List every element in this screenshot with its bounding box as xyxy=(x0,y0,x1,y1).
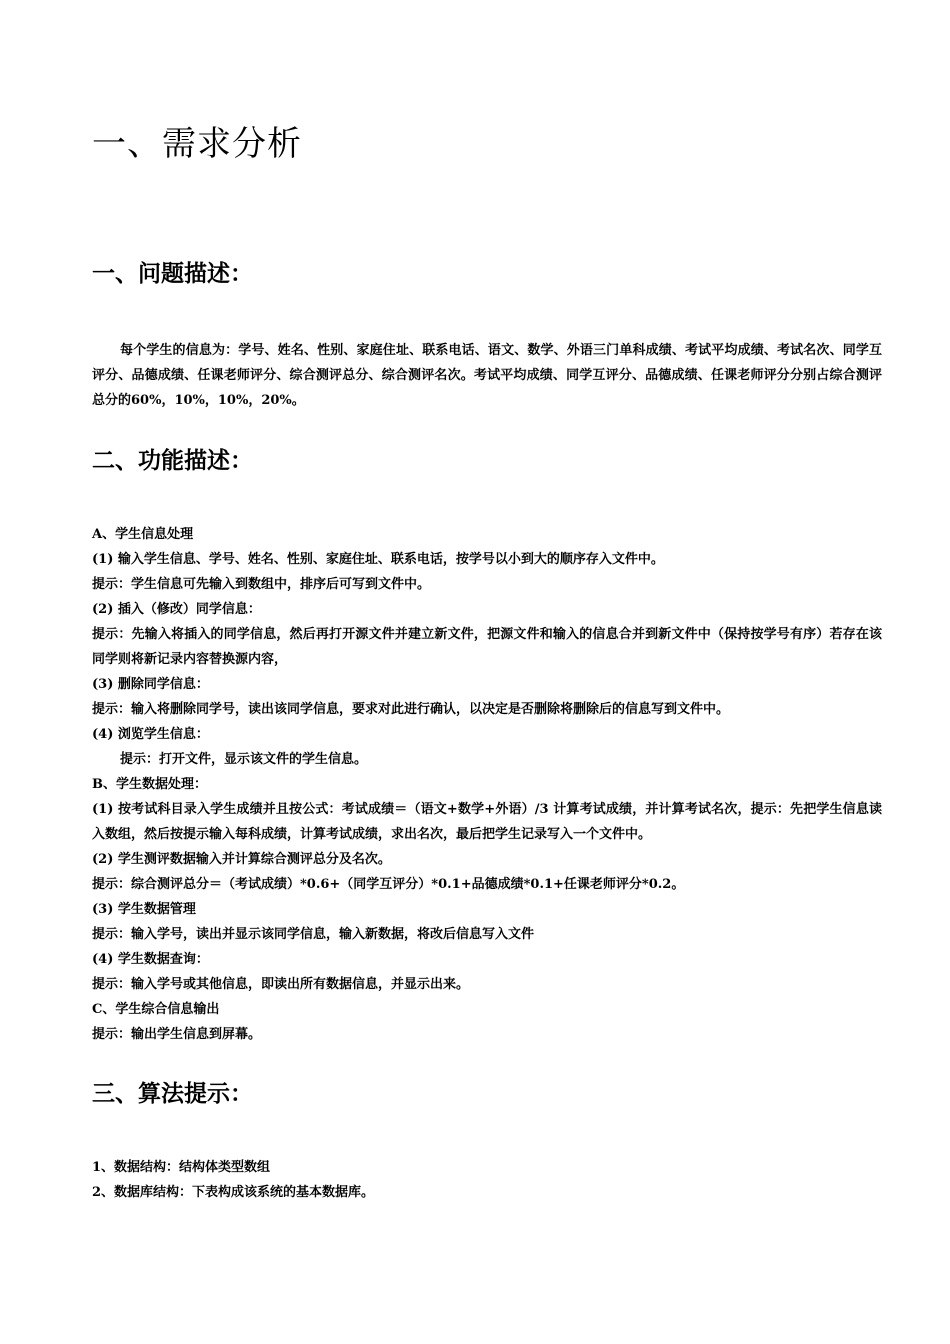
function-line-c-hint: 提示：输出学生信息到屏幕。 xyxy=(92,1027,262,1042)
function-line-b4: (4) 学生数据查询： xyxy=(92,952,209,967)
function-line-b3-hint: 提示：输入学号，读出并显示该同学信息，输入新数据，将改后信息写入文件 xyxy=(92,927,535,942)
function-line-a3-hint: 提示：输入将删除同学号，读出该同学信息，要求对此进行确认，以决定是否删除将删除后的信息写到文件中。 xyxy=(92,702,730,717)
function-line-a3: (3) 删除同学信息： xyxy=(92,677,209,692)
function-line-b2: (2) 学生测评数据输入并计算综合测评总分及名次。 xyxy=(92,852,391,867)
function-line-b4-hint: 提示：输入学号或其他信息，即读出所有数据信息，并显示出来。 xyxy=(92,977,470,992)
algorithm-line-2: 2、数据库结构：下表构成该系统的基本数据库。 xyxy=(92,1185,375,1200)
function-line-b: B、学生数据处理： xyxy=(92,777,207,792)
function-line-a: A、学生信息处理 xyxy=(92,527,194,542)
function-line-b3: (3) 学生数据管理 xyxy=(92,902,196,917)
function-line-a4-hint: 提示：打开文件，显示该文件的学生信息。 xyxy=(120,752,368,767)
function-line-a4: (4) 浏览学生信息： xyxy=(92,727,209,742)
section-heading-function: 二、功能描述： xyxy=(92,448,253,474)
function-line-b1: (1) 按考试科目录入学生成绩并且按公式：考试成绩＝（语文+数学+外语）/3 计算考试成绩，并计算考试名次，提示：先把学生信息读入数组，然后按提示输入每科成绩，计算考试成绩，求出名次，最后把学生记录写入一个文件中。 xyxy=(92,802,882,842)
algorithm-line-1: 1、数据结构：结构体类型数组 xyxy=(92,1160,271,1175)
section-heading-problem: 一、问题描述： xyxy=(92,261,253,287)
function-line-a2: (2) 插入（修改）同学信息： xyxy=(92,602,261,617)
page-title: 一、需求分析 xyxy=(92,124,302,164)
function-line-a1: (1) 输入学生信息、学号、姓名、性别、家庭住址、联系电话，按学号以小到大的顺序存入文件中。 xyxy=(92,552,664,567)
section-heading-algorithm: 三、算法提示： xyxy=(92,1081,253,1107)
function-line-a2-hint: 提示：先输入将插入的同学信息，然后再打开源文件并建立新文件，把源文件和输入的信息合并到新文件中（保持按学号有序）若存在该同学则将新记录内容替换源内容， xyxy=(92,627,882,667)
function-line-a1-hint: 提示：学生信息可先输入到数组中，排序后可写到文件中。 xyxy=(92,577,431,592)
function-line-c: C、学生综合信息输出 xyxy=(92,1002,220,1017)
function-line-b2-hint: 提示：综合测评总分＝（考试成绩）*0.6+（同学互评分）*0.1+品德成绩*0.1+任课老师评分*0.2。 xyxy=(92,877,685,892)
problem-paragraph: 每个学生的信息为：学号、姓名、性别、家庭住址、联系电话、语文、数学、外语三门单科成绩、考试平均成绩、考试名次、同学互评分、品德成绩、任课老师评分、综合测评总分、综合测评名次。考试平均成绩、同学互评分、品德成绩、任课老师评分分别占综合测评总分的60%，10%，10%，20%。 xyxy=(92,343,882,408)
